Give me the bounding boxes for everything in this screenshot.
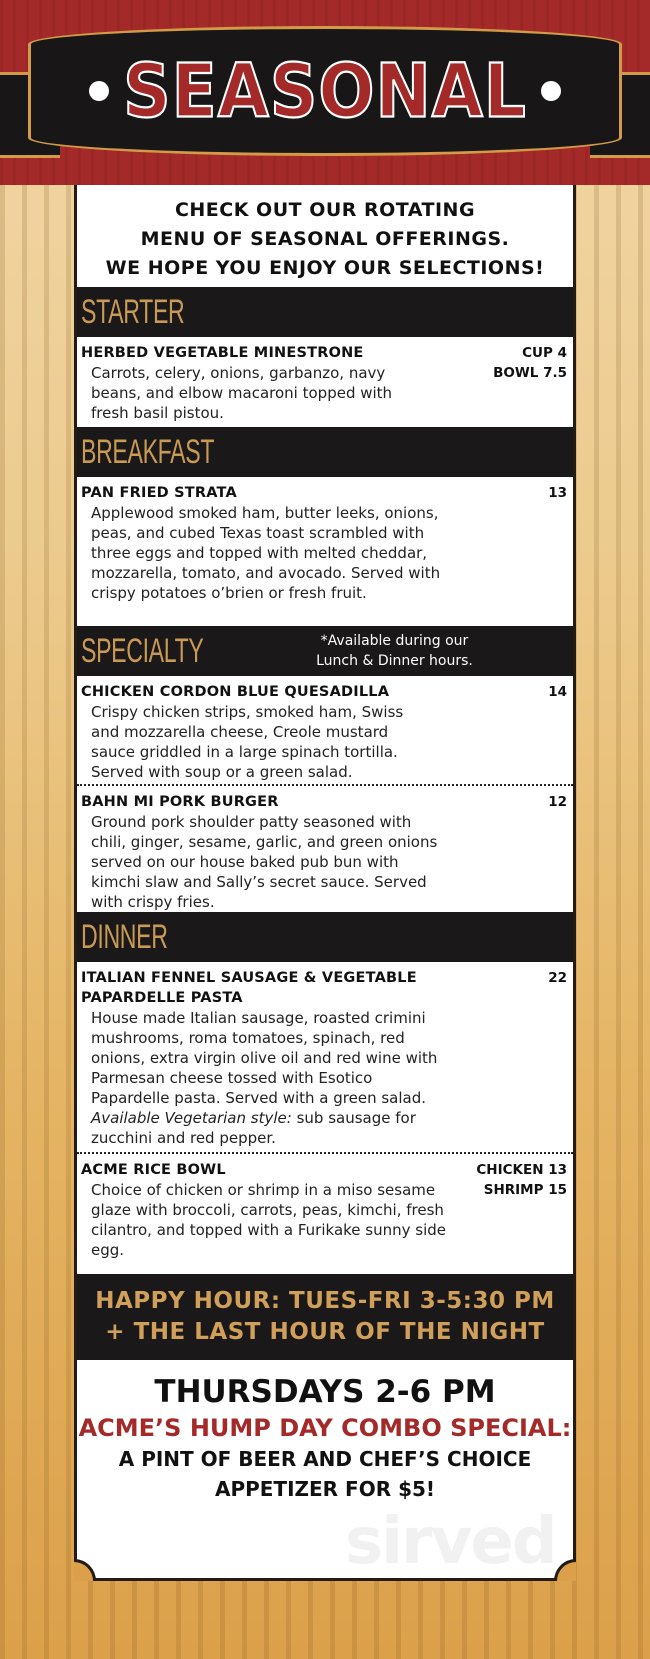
page-title: SEASONAL [123, 47, 527, 135]
intro-line: CHECK OUT OUR ROTATING [174, 199, 476, 221]
item-price [548, 968, 567, 988]
menu-item [77, 962, 573, 1152]
price-line: 13 [548, 485, 567, 501]
bullet-dot-icon [89, 81, 109, 101]
item-name: ACME RICE BOWL [81, 1162, 226, 1178]
menu-item [77, 784, 573, 912]
section-title: BREAKFAST [81, 432, 215, 471]
title-banner [28, 26, 622, 156]
menu-item [77, 1152, 573, 1274]
bullet-dot-icon [541, 81, 561, 101]
item-name-line: ITALIAN FENNEL SAUSAGE & VEGETABLE [81, 970, 417, 986]
item-description: Ground pork shoulder patty seasoned with chili, ginger, sesame, garlic, and green onions served on our house baked pub bun with kimchi slaw and Sally’s secret sauce. Served with crispy fries. [91, 813, 438, 911]
section-title: STARTER [81, 292, 185, 331]
menu-item [77, 676, 573, 784]
menu-item [77, 337, 573, 427]
menu-panel [74, 185, 576, 1581]
panel-corner-notch [74, 1559, 96, 1581]
price-line: 22 [548, 970, 567, 986]
item-price [476, 1160, 567, 1200]
intro-line: MENU OF SEASONAL OFFERINGS. [140, 228, 510, 250]
panel-corner-notch [554, 1559, 576, 1581]
special-title: ACME’S HUMP DAY COMBO SPECIAL: [78, 1414, 572, 1442]
price-line: CHICKEN 13 [476, 1162, 567, 1178]
happy-hour-line: HAPPY HOUR: TUES-FRI 3-5:30 PM [95, 1288, 555, 1314]
item-name: CHICKEN CORDON BLUE QUESADILLA [81, 684, 390, 700]
section-header-dinner [77, 912, 573, 962]
intro-text [77, 185, 573, 287]
price-line: 12 [548, 794, 567, 810]
intro-line: WE HOPE YOU ENJOY OUR SELECTIONS! [105, 257, 545, 279]
item-description: Applewood smoked ham, butter leeks, onions, peas, and cubed Texas toast scrambled with three eggs and topped with melted cheddar, mozzarella, tomato, and avocado. Served with crispy potatoes o’brien or fresh fruit. [91, 504, 441, 602]
note-line: *Available during our [320, 633, 469, 649]
item-description [81, 1008, 446, 1148]
description-text: House made Italian sausage, roasted crimini mushrooms, roma tomatoes, spinach, red onions, extra virgin olive oil and red wine with Parmesan cheese tossed with Esotico Papardelle pasta. Served with a green salad. [91, 1009, 438, 1107]
section-header-specialty [77, 626, 573, 676]
item-description: Choice of chicken or shrimp in a miso sesame glaze with broccoli, carrots, peas, kimchi, fresh cilantro, and topped with a Furikake sunny side egg. [91, 1181, 446, 1259]
item-price [548, 682, 567, 702]
price-line: 14 [548, 684, 567, 700]
item-name: BAHN MI PORK BURGER [81, 794, 279, 810]
vegetarian-note: Available Vegetarian style: [91, 1109, 292, 1127]
price-line: CUP 4 [522, 345, 567, 361]
item-name [81, 968, 567, 1008]
description-text: sub sausage for zucchini and red pepper. [91, 1109, 416, 1147]
special-line: A PINT OF BEER AND CHEF’S CHOICE [118, 1447, 532, 1471]
item-description: Carrots, celery, onions, garbanzo, navy beans, and elbow macaroni topped with fresh basil pistou. [91, 364, 393, 422]
item-name-line: PAPARDELLE PASTA [81, 990, 243, 1006]
section-header-breakfast [77, 427, 573, 477]
menu-item [77, 477, 573, 626]
item-price [548, 792, 567, 812]
item-name: HERBED VEGETABLE MINESTRONE [81, 345, 364, 361]
watermark-logo: sirved [345, 1505, 556, 1579]
availability-note [307, 631, 482, 671]
special-line: APPETIZER FOR $5! [214, 1477, 436, 1501]
happy-hour-line: + THE LAST HOUR OF THE NIGHT [105, 1319, 545, 1345]
note-line: Lunch & Dinner hours. [316, 653, 473, 669]
price-line: BOWL 7.5 [493, 365, 567, 381]
item-price [493, 343, 567, 383]
section-title: SPECIALTY [81, 631, 204, 670]
thursday-title: THURSDAYS 2-6 PM [154, 1374, 496, 1410]
happy-hour-banner [77, 1274, 573, 1360]
thursday-special [77, 1360, 573, 1504]
item-description: Crispy chicken strips, smoked ham, Swiss and mozzarella cheese, Creole mustard sauce griddled in a large spinach tortilla. Served with soup or a green salad. [91, 703, 404, 781]
section-header-starter [77, 287, 573, 337]
section-title: DINNER [81, 917, 168, 956]
item-name: PAN FRIED STRATA [81, 485, 237, 501]
item-price [548, 483, 567, 503]
price-line: SHRIMP 15 [483, 1182, 567, 1198]
